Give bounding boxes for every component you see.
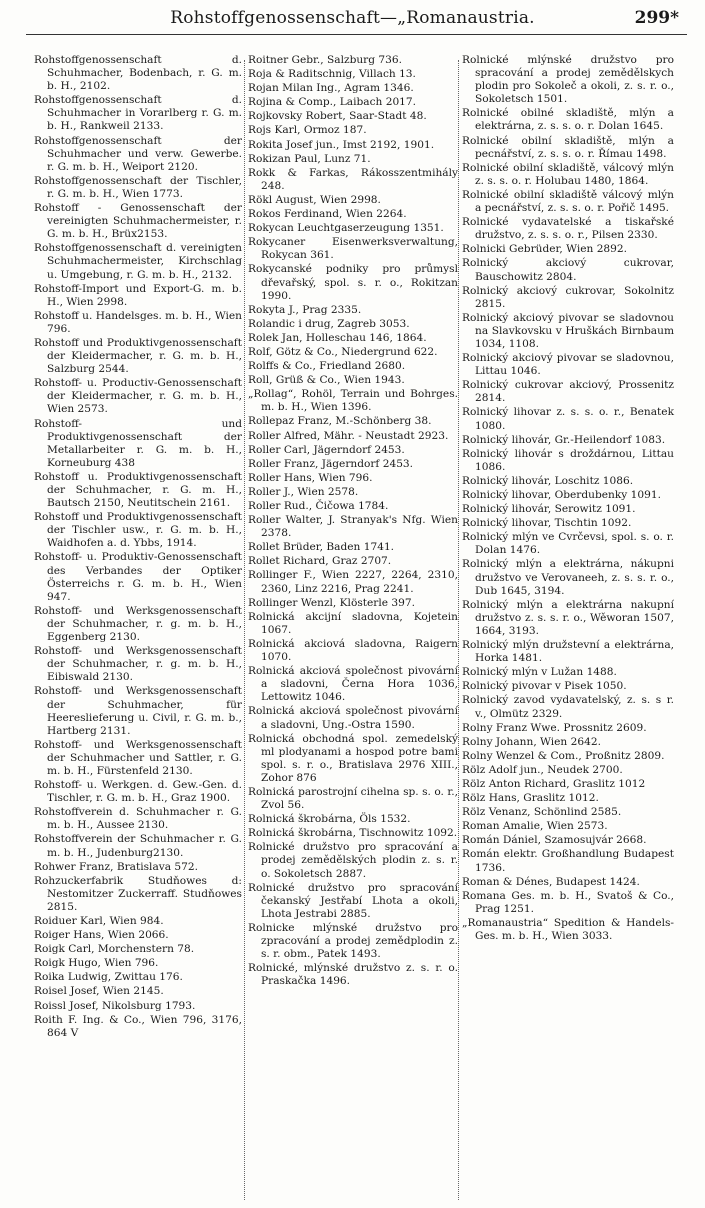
directory-entry: Rölz Venanz, Schönlind 2585. (462, 806, 622, 819)
directory-entry: Rolnický cukrovar akciový, Prossenitz 2814. (462, 379, 674, 405)
entries-column-1 (34, 54, 242, 1041)
directory-entry: Roika Ludwig, Zwittau 176. (34, 971, 183, 984)
directory-entry: Rolnicke mlýnské družstvo pro zpracování a prodej zemědplodin z. s. r. obm., Patek 1493. (248, 921, 458, 961)
directory-entry: Rolnické obilné skladiště, mlýn a elektrárna, z. s. s. o. r. Dolan 1645. (462, 107, 674, 133)
directory-entry: Rolnická obchodná spol. zemedelský ml plodyanami a hospod potre bami spol. s. r. o., Bratislava 2976 XIII., Zohor 876 (248, 732, 458, 784)
directory-entry: Rölz Anton Richard, Graslitz 1012 (462, 777, 646, 790)
directory-entry: Rollet Richard, Graz 2707. (248, 555, 392, 568)
directory-entry: Rohstoff - Genossenschaft der vereinigten Schuhmachermeister, r. G. m. b. H., Brüx2153. (34, 202, 242, 241)
directory-entry: Roller Walter, J. Stranyak's Nfg. Wien 2378. (248, 514, 458, 540)
directory-entry: Rolnický mlýn a elektrárna, nákupni družstvo ve Verovaneeh, z. s. s. r. o., Dub 1645, 3194. (462, 558, 674, 597)
directory-entry: Rohstoff- und Werksgenossenschaft der Schuhmacher, für Heereslieferung u. Civil, r. G. m. b., Hartberg 2131. (34, 685, 242, 737)
directory-entry: Rolnické družstvo pro spracování a prodej zemědělských plodin z. s. r. o. Sokoletsch 2887. (248, 841, 458, 880)
directory-entry: Rollinger Wenzl, Klösterle 397. (248, 596, 415, 609)
directory-entry: Roller Carl, Jägerndorf 2453. (248, 443, 405, 456)
directory-entry: Rolnický lihovár, Loschitz 1086. (462, 474, 634, 487)
directory-entry: Rölz Hans, Graslitz 1012. (462, 792, 599, 805)
directory-entry: Rohstoffgenossenschaft der Tischler, r. G. m. b. H., Wien 1773. (34, 174, 242, 200)
page-number: 299* (634, 8, 679, 28)
directory-entry: Roll, Grüß & Co., Wien 1943. (248, 374, 405, 387)
directory-entry: Rokycan Leuchtgaserzeugung 1351. (248, 222, 444, 235)
directory-entry: Rohstoff u. Produktivgenossenschaft der Schuhmacher, r. G. m. H., Bautsch 2150, Neutitschein 2161. (34, 470, 242, 510)
directory-entry: Rolnická akciová společnost pivovární a sladovni, Ung.-Ostra 1590. (248, 705, 458, 731)
directory-entry: Rokizan Paul, Lunz 71. (248, 152, 371, 165)
directory-entry: Rolnický pivovar v Pisek 1050. (462, 680, 627, 693)
directory-entry: Rollinger F., Wien 2227, 2264, 2310, 2360, Linz 2216, Prag 2241. (248, 569, 458, 595)
directory-entry: Rohstoffgenossenschaft d. Schuhmacher, Bodenbach, r. G. m. b. H., 2102. (34, 54, 242, 93)
directory-entry: Rohzuckerfabrik Studňowes d: Nestomitzer Zuckerraff. Studňowes 2815. (34, 874, 242, 913)
directory-entry: Roller Hans, Wien 796. (248, 471, 373, 484)
directory-entry: Rolandic i drug, Zagreb 3053. (248, 317, 410, 330)
directory-entry: Roman Amalie, Wien 2573. (462, 820, 608, 833)
directory-entry: Rolny Wenzel & Com., Proßnitz 2809. (462, 749, 665, 762)
directory-entry: Rohstoff und Produktivgenossenschaft der Tischler usw., r. G. m. b. H., Waidhofen a. d. Ybbs, 1914. (34, 511, 242, 550)
directory-entry: Rojina & Comp., Laibach 2017. (248, 96, 417, 109)
directory-entry: „Romanaustria“ Spedition & Handels-Ges. m. b. H., Wien 3033. (462, 916, 674, 942)
directory-entry: Rolnické mlýnské družstvo pro spracování a prodej zemědělskych plodin pro Sokoleč a okoli, z. s. r. o., Sokoletsch 1501. (462, 54, 674, 106)
directory-entry: Rohstoff und Produktivgenossenschaft der Kleidermacher, r. G. m. b. H., Salzburg 2544. (34, 336, 242, 376)
directory-entry: Rolnický lihovár, Gr.-Heilendorf 1083. (462, 433, 666, 446)
directory-entry: Rolnický lihovar z. s. s. o. r., Benatek 1080. (462, 406, 674, 432)
directory-entry: Rohstoff- und Werksgenossenschaft der Schuhmacher, r. g. m. b. H., Eggenberg 2130. (34, 604, 242, 644)
directory-entry: Rokycanské podniky pro průmysl dřevařský, spol. s. r. o., Rokitzan 1990. (248, 263, 458, 302)
directory-entry: Rojkovsky Robert, Saar-Stadt 48. (248, 110, 427, 123)
directory-entry: Roller Franz, Jägerndorf 2453. (248, 457, 414, 470)
directory-entry: Rolny Franz Wwe. Prossnitz 2609. (462, 721, 647, 734)
directory-entry: Rokyta J., Prag 2335. (248, 303, 362, 316)
directory-entry: Roigk Hugo, Wien 796. (34, 957, 159, 970)
directory-entry: Rolnická škrobárna, Tischnowitz 1092. (248, 827, 458, 840)
directory-entry: Rolnické obilní skladiště, mlýn a pecnářství, z. s. s. o. r. Římau 1498. (462, 134, 674, 160)
directory-entry: Rohstoff- u. Werkgen. d. Gew.-Gen. d. Tischler, r. G. m. b. H., Graz 1900. (34, 779, 242, 805)
directory-entry: Rohstoff- u. Productiv-Genossenschaft der Kleidermacher, r. G. m. b. H., Wien 2573. (34, 377, 242, 416)
directory-entry: Rokos Ferdinand, Wien 2264. (248, 208, 407, 221)
directory-entry: Román elektr. Großhandlung Budapest 1736. (462, 848, 674, 874)
directory-entry: Rolnický lihovár s droždárnou, Littau 1086. (462, 447, 674, 473)
entries-column-2 (248, 54, 458, 989)
directory-entry: Rohstoff u. Handelsges. m. b. H., Wien 796. (34, 309, 242, 335)
directory-entry: Rohstoff- u. Produktiv-Genossenschaft des Verbandes der Optiker Österreichs r. G. m. b. H., Wien 947. (34, 551, 242, 603)
directory-entry: Roitner Gebr., Salzburg 736. (248, 54, 402, 66)
directory-entry: Roissl Josef, Nikolsburg 1793. (34, 999, 196, 1012)
directory-entry: Roja & Raditschnig, Villach 13. (248, 68, 416, 81)
directory-entry: Roiger Hans, Wien 2066. (34, 929, 169, 942)
directory-entry: Rolny Johann, Wien 2642. (462, 735, 601, 748)
directory-entry: Rökl August, Wien 2998. (248, 193, 381, 206)
directory-entry: Rokycaner Eisenwerksverwaltung, Rokycan 361. (248, 236, 458, 262)
directory-entry: Rojs Karl, Ormoz 187. (248, 124, 367, 137)
directory-entry: Rolnický mlýn v Lužan 1488. (462, 666, 617, 679)
directory-entry: Rolnická škrobárna, Öls 1532. (248, 813, 411, 826)
directory-entry: Rojan Milan Ing., Agram 1346. (248, 82, 414, 95)
directory-entry: Rolnická parostrojní cihelna sp. s. o. r., Zvol 56. (248, 785, 458, 812)
directory-entry: Rolnický mlýn družstevní a elektrárna, Horka 1481. (462, 639, 674, 665)
directory-entry: Romana Ges. m. b. H., Svatoš & Co., Prag 1251. (462, 889, 674, 915)
directory-entry: Rokita Josef jun., Imst 2192, 1901. (248, 138, 435, 151)
directory-entry: Roller J., Wien 2578. (248, 485, 359, 498)
directory-entry: Rollepaz Franz, M.-Schönberg 38. (248, 415, 432, 428)
directory-entry: Roith F. Ing. & Co., Wien 796, 3176, 864 V (34, 1013, 242, 1039)
header-rule (26, 34, 687, 35)
directory-entry: Rolnický lihovár, Serowitz 1091. (462, 503, 636, 516)
directory-entry: Rolnické, mlýnské družstvo z. s. r. o. Praskačka 1496. (248, 962, 458, 988)
directory-entry: Rohstoffverein d. Schuhmacher r. G. m. b. H., Aussee 2130. (34, 806, 242, 832)
directory-entry: Rolnický akciový pivovar se sladovnou na Slavkovsku v Hruškách Birnbaum 1034, 1108. (462, 311, 674, 350)
directory-entry: Rolnické vydavatelské a tiskařské družstvo, z. s. s. o. r., Pilsen 2330. (462, 216, 674, 242)
directory-entry: Roigk Carl, Morchenstern 78. (34, 943, 195, 956)
directory-entry: Rolf, Götz & Co., Niedergrund 622. (248, 345, 438, 358)
directory-entry: Rohstoff- und Werksgenossenschaft der Schuhmacher, r. g. m. b. H., Eibiswald 2130. (34, 645, 242, 684)
directory-entry: Rolnická akciová společnost pivovární a sladovni, Černa Hora 1036, Lettowitz 1046. (248, 665, 458, 704)
directory-entry: Rolnický mlýn ve Cvrčevsi, spol. s. o. r. Dolan 1476. (462, 531, 674, 557)
directory-entry: Román Dániel, Szamosujvár 2668. (462, 834, 647, 847)
directory-entry: Rohstoffverein der Schuhmacher r. G. m. b. H., Judenburg2130. (34, 833, 242, 859)
directory-entry: Rohwer Franz, Bratislava 572. (34, 860, 199, 873)
directory-entry: Rohstoffgenossenschaft d. Schuhmacher in Vorarlberg r. G. m. b. H., Rankweil 2133. (34, 94, 242, 133)
directory-entry: Roiduer Karl, Wien 984. (34, 915, 164, 927)
directory-entry: Roisel Josef, Wien 2145. (34, 985, 164, 998)
directory-entry: Rolnický akciový pivovar se sladovnou, Littau 1046. (462, 352, 674, 378)
directory-entry: Rohstoff- und Werksgenossenschaft der Schuhmacher und Sattler, r. G. m. b. H., Fürstenfeld 2130. (34, 738, 242, 777)
directory-entry: Rollet Brüder, Baden 1741. (248, 541, 395, 554)
directory-entry: Roman & Dénes, Budapest 1424. (462, 875, 640, 888)
page-header (0, 6, 705, 32)
directory-entry: Roller Alfred, Mähr. - Neustadt 2923. (248, 429, 449, 442)
directory-entry: Rölz Adolf jun., Neudek 2700. (462, 763, 623, 776)
directory-entry: Rolnický lihovar, Tischtin 1092. (462, 517, 632, 530)
directory-entry: Rolffs & Co., Friedland 2680. (248, 360, 406, 373)
directory-entry: „Rollag“, Rohöl, Terrain und Bohrges. m. b. H., Wien 1396. (248, 388, 458, 414)
column-divider (244, 60, 245, 1200)
directory-entry: Rolnicki Gebrüder, Wien 2892. (462, 243, 628, 256)
directory-entry: Rolnický lihovar, Oberdubenky 1091. (462, 489, 661, 501)
entries-column-3 (462, 54, 674, 944)
directory-entry: Rohstoff-Import und Export-G. m. b. H., Wien 2998. (34, 282, 242, 308)
directory-entry: Rolek Jan, Holleschau 146, 1864. (248, 331, 427, 344)
directory-entry: Rolnický zavod vydavatelský, z. s. s r. v., Olmütz 2329. (462, 694, 674, 720)
directory-entry: Rohstoff- und Produktivgenossenschaft der Metallarbeiter r. G. m. b. H., Korneuburg 438 (34, 417, 242, 469)
directory-entry: Rokk & Farkas, Rákosszentmihály 248. (248, 166, 458, 192)
directory-entry: Rolnické obilní skladiště, válcový mlýn z. s. s. o. r. Holubau 1480, 1864. (462, 161, 674, 187)
directory-entry: Rohstoffgenossenschaft der Schuhmacher und verw. Gewerbe. r. G. m. b. H., Weiport 2120. (34, 134, 242, 173)
directory-entry: Rolnické obilní skladiště válcový mlýn a pecnářství, z. s. s. o. r. Pořič 1495. (462, 188, 674, 215)
directory-entry: Roller Rud., Čičowa 1784. (248, 500, 389, 512)
directory-entry: Rolnický akciový cukrovar, Bauschowitz 2804. (462, 257, 674, 283)
directory-entry: Rohstoffgenossenschaft d. vereinigten Schuhmachermeister, Kirchschlag u. Umgebung, r. G. m. b. H., 2132. (34, 242, 242, 281)
column-divider (458, 60, 459, 1200)
directory-entry: Rolnické družstvo pro spracování čekanský Jestřabí Lhota a okoli, Lhota Jestrabi 2885. (248, 881, 458, 920)
directory-entry: Rolnická akcijní sladovna, Kojetein 1067. (248, 610, 458, 636)
directory-entry: Rolnický mlýn a elektrárna nakupní družstvo z. s. s. r. o., Wěworan 1507, 1664, 3193. (462, 598, 674, 637)
directory-entry: Rolnický akciový cukrovar, Sokolnitz 2815. (462, 284, 674, 310)
running-title: Rohstoffgenossenschaft—„Romanaustria. (170, 8, 535, 28)
directory-entry: Rolnická akciová sladovna, Raigern 1070. (248, 637, 458, 664)
